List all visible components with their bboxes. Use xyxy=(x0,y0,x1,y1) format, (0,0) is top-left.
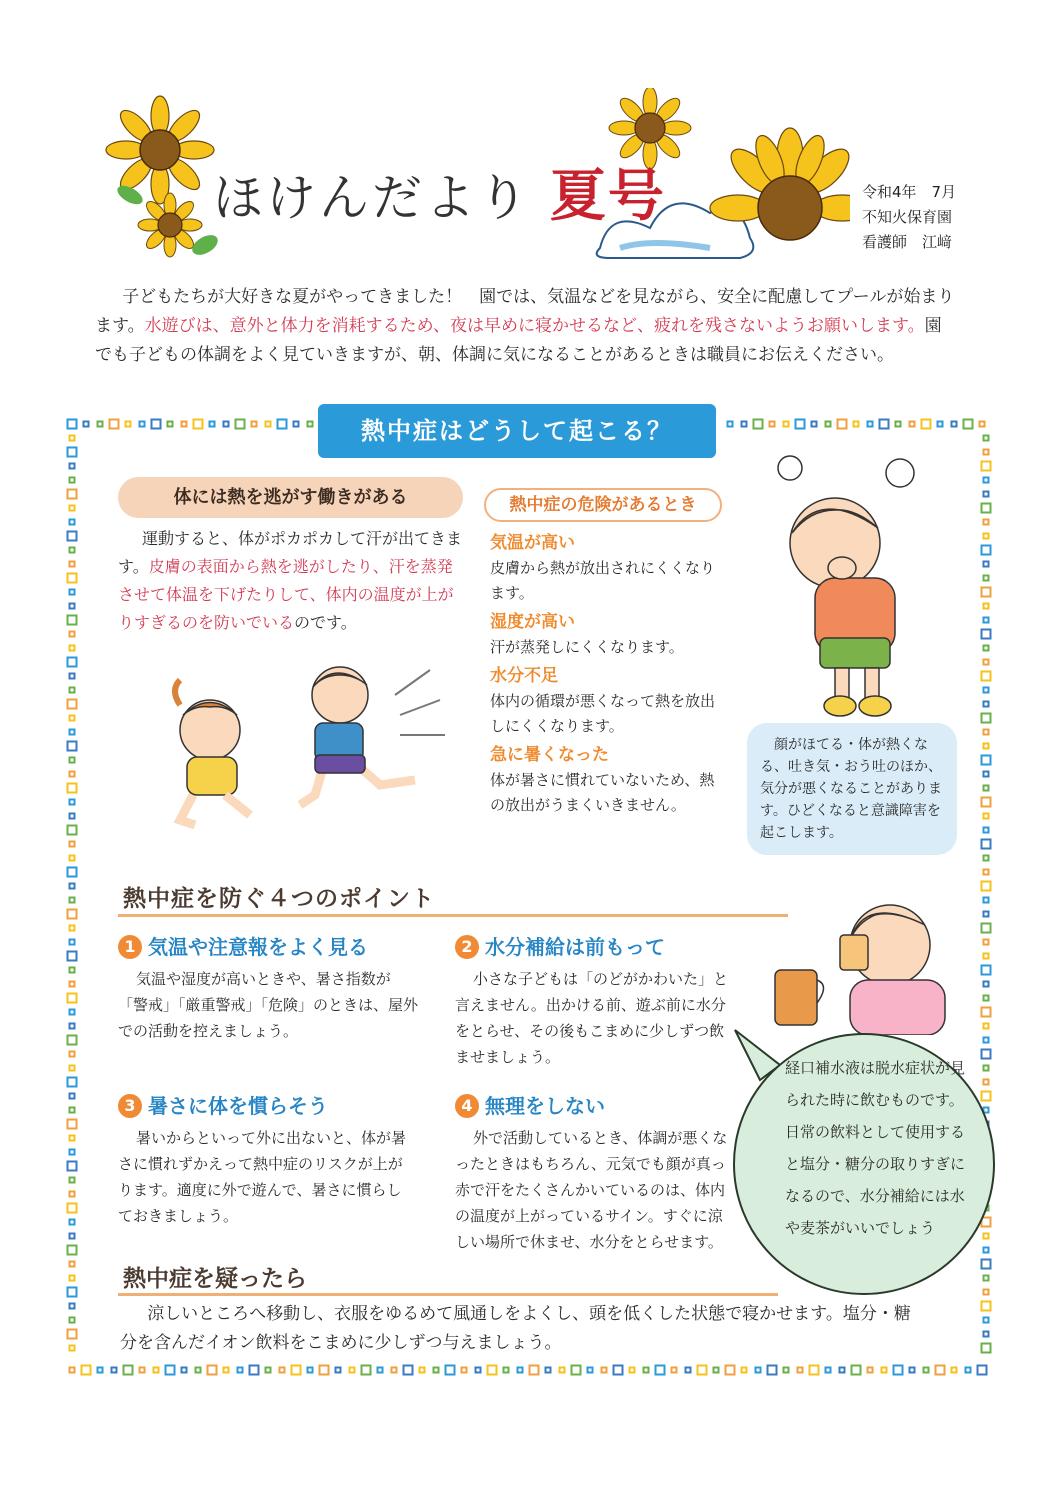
suspect-heading: 熱中症を疑ったら xyxy=(123,1266,307,1292)
frame-dot xyxy=(70,1094,75,1099)
frame-dot xyxy=(168,422,173,427)
frame-dot xyxy=(984,1066,989,1071)
frame-dot xyxy=(280,1368,285,1373)
danger-list xyxy=(490,527,728,818)
frame-dot xyxy=(518,1368,523,1373)
frame-dot xyxy=(68,700,77,709)
frame-dot xyxy=(70,884,75,889)
frame-dot xyxy=(656,1366,665,1375)
frame-dot xyxy=(984,1290,989,1295)
frame-dot xyxy=(362,1366,371,1375)
frame-dot xyxy=(984,828,989,833)
frame-dot xyxy=(868,1368,873,1373)
frame-dot xyxy=(70,632,75,637)
frame-dot xyxy=(984,436,989,441)
frame-dot xyxy=(882,1368,887,1373)
frame-dot xyxy=(68,1036,77,1045)
frame-dot xyxy=(250,1366,259,1375)
frame-dot xyxy=(68,1162,77,1171)
frame-dot xyxy=(68,658,77,667)
frame-dot xyxy=(68,826,77,835)
frame-dot xyxy=(68,742,77,751)
section-banner: 熱中症はどうして起こる？ xyxy=(318,404,716,458)
frame-dot xyxy=(462,1368,467,1373)
frame-dot xyxy=(70,1234,75,1239)
frame-dot xyxy=(982,1092,991,1101)
frame-dot xyxy=(68,616,77,625)
frame-dot xyxy=(236,420,245,429)
newsletter-title xyxy=(213,152,666,232)
frame-dot xyxy=(602,1368,607,1373)
frame-dot xyxy=(984,1024,989,1029)
frame-dot xyxy=(984,450,989,455)
frame-dot xyxy=(70,1304,75,1309)
cause-text-1: 運動すると、体がポカポカして汗が出てきます。 xyxy=(118,529,463,576)
point-title xyxy=(118,1090,408,1119)
frame-dot xyxy=(446,1366,455,1375)
frame-dot xyxy=(784,1368,789,1373)
frame-dot xyxy=(984,940,989,945)
frame-dot xyxy=(68,420,77,429)
bubble-text: 経口補水液は脱水症状が見られた時に飲むものです。日常の飲料として使用すると塩分・糖分の取りすぎになるので、水分補給には水や麦茶がいいでしょう xyxy=(785,1059,966,1237)
prevention-underline xyxy=(118,914,788,917)
danger-text: 皮膚から熱が放出されにくくなります。 xyxy=(490,559,716,602)
frame-dot xyxy=(984,1038,989,1043)
issue-date: 令和4年 7月 xyxy=(862,183,957,201)
frame-dot xyxy=(182,1368,187,1373)
frame-dot xyxy=(68,910,77,919)
frame-dot xyxy=(982,1302,991,1311)
frame-dot xyxy=(68,952,77,961)
frame-dot xyxy=(68,574,77,583)
frame-dot xyxy=(984,1248,989,1253)
frame-dot xyxy=(982,1344,991,1353)
frame-dot xyxy=(68,490,77,499)
frame-dot xyxy=(984,898,989,903)
frame-dot xyxy=(70,1318,75,1323)
frame-dot xyxy=(910,1368,915,1373)
frame-dot xyxy=(166,1366,175,1375)
frame-dot xyxy=(984,562,989,567)
frame-dot xyxy=(784,422,789,427)
frame-dot xyxy=(910,422,915,427)
frame-dot xyxy=(266,1368,271,1373)
frame-dot xyxy=(984,618,989,623)
issue-meta xyxy=(862,180,956,255)
frame-dot xyxy=(420,1368,425,1373)
frame-dot xyxy=(224,1368,229,1373)
frame-dot xyxy=(434,1368,439,1373)
frame-dot xyxy=(238,1368,243,1373)
frame-dot xyxy=(140,1368,145,1373)
frame-dot xyxy=(70,1136,75,1141)
frame-dot xyxy=(644,1368,649,1373)
frame-dot xyxy=(70,562,75,567)
frame-dot xyxy=(982,462,991,471)
frame-dot xyxy=(404,1366,413,1375)
frame-dot xyxy=(984,730,989,735)
frame-dot xyxy=(826,1368,831,1373)
point-number: 3 xyxy=(118,1094,142,1118)
frame-dot xyxy=(984,814,989,819)
frame-dot xyxy=(68,1204,77,1213)
frame-dot xyxy=(140,422,145,427)
frame-dot xyxy=(68,448,77,457)
frame-dot xyxy=(70,772,75,777)
frame-dot xyxy=(984,1318,989,1323)
frame-dot xyxy=(984,1234,989,1239)
frame-dot xyxy=(982,588,991,597)
frame-dot xyxy=(952,422,957,427)
frame-dot xyxy=(70,814,75,819)
frame-dot xyxy=(982,546,991,555)
frame-dot xyxy=(196,1368,201,1373)
cause-text-3: のです。 xyxy=(294,613,357,632)
point-body: 外で活動しているとき、体調が悪くなったときはもちろん、元気でも顔が真っ赤で汗をたくさんかいているのは、体内の温度が上がっているサイン。すぐに涼しい場所で休ませ、水分をとらせます。 xyxy=(455,1129,728,1251)
danger-text: 汗が蒸発しにくくなります。 xyxy=(490,638,684,656)
frame-dot xyxy=(70,1178,75,1183)
frame-dot xyxy=(68,1120,77,1129)
frame-dot xyxy=(488,1366,497,1375)
frame-dot xyxy=(810,1366,819,1375)
frame-dot xyxy=(278,420,287,429)
frame-dot xyxy=(70,982,75,987)
frame-dot xyxy=(742,422,747,427)
frame-dot xyxy=(896,422,901,427)
frame-dot xyxy=(70,590,75,595)
frame-dot xyxy=(70,1024,75,1029)
frame-dot xyxy=(68,784,77,793)
frame-dot xyxy=(980,422,985,427)
frame-dot xyxy=(672,1368,677,1373)
frame-dot xyxy=(112,1368,117,1373)
frame-dot xyxy=(68,1330,77,1339)
frame-dot xyxy=(350,1368,355,1373)
frame-dot xyxy=(982,882,991,891)
point-title-text: 無理をしない xyxy=(485,1094,605,1118)
suspect-underline xyxy=(118,1293,778,1296)
frame-dot xyxy=(292,1366,301,1375)
point-number: 4 xyxy=(455,1094,479,1118)
frame-dot xyxy=(698,1366,707,1375)
frame-dot xyxy=(70,898,75,903)
frame-dot xyxy=(70,1220,75,1225)
frame-dot xyxy=(728,422,733,427)
frame-dot xyxy=(194,420,203,429)
frame-dot xyxy=(70,520,75,525)
frame-dot xyxy=(378,1368,383,1373)
frame-dot xyxy=(70,548,75,553)
frame-dot xyxy=(894,1366,903,1375)
title-main-text: ほけんだより xyxy=(213,169,531,227)
frame-dot xyxy=(70,856,75,861)
frame-dot xyxy=(984,534,989,539)
frame-dot xyxy=(252,422,257,427)
frame-dot xyxy=(982,840,991,849)
point-body: 暑いからといって外に出ないと、体が暑さに慣れずかえって熱中症のリスクが上がります。適度に外で遊んで、暑さに慣らしておきましょう。 xyxy=(118,1129,407,1225)
frame-dot xyxy=(966,1368,971,1373)
title-season: 夏号 xyxy=(549,164,666,229)
prevention-point xyxy=(455,1090,737,1255)
frame-dot xyxy=(182,422,187,427)
frame-dot xyxy=(770,422,775,427)
danger-heading: 湿度が高い xyxy=(490,612,575,632)
frame-dot xyxy=(126,422,131,427)
frame-dot xyxy=(70,1108,75,1113)
frame-dot xyxy=(98,1368,103,1373)
cause-body xyxy=(118,525,463,637)
frame-dot xyxy=(70,688,75,693)
danger-text: 体内の循環が悪くなって熱を放出しにくくなります。 xyxy=(490,692,716,735)
frame-dot xyxy=(984,688,989,693)
frame-dot xyxy=(984,912,989,917)
frame-dot xyxy=(984,1080,989,1085)
frame-dot xyxy=(84,422,89,427)
frame-dot xyxy=(952,1368,957,1373)
danger-heading: 気温が高い xyxy=(490,533,575,553)
frame-dot xyxy=(308,1368,313,1373)
running-children-illustration xyxy=(125,655,455,835)
frame-dot xyxy=(982,504,991,513)
frame-dot xyxy=(984,744,989,749)
frame-dot xyxy=(152,420,161,429)
frame-dot xyxy=(984,576,989,581)
frame-dot xyxy=(70,1192,75,1197)
frame-dot xyxy=(68,532,77,541)
frame-dot xyxy=(70,478,75,483)
intro-text-highlight: 水遊びは、意外と体力を消耗するため、夜は早めに寝かせるなど、疲れを残さないようお願いします。 xyxy=(144,316,925,336)
frame-dot xyxy=(840,1368,845,1373)
frame-dot xyxy=(98,422,103,427)
issue-author: 看護師 江﨑 xyxy=(862,233,953,251)
point-number: 2 xyxy=(455,935,479,959)
frame-dot xyxy=(984,772,989,777)
point-title-text: 気温や注意報をよく見る xyxy=(148,935,368,959)
sick-child-illustration xyxy=(760,448,950,733)
frame-dot xyxy=(984,660,989,665)
frame-dot xyxy=(68,1246,77,1255)
frame-dot xyxy=(880,420,889,429)
frame-dot xyxy=(838,420,847,429)
frame-dot xyxy=(572,1366,581,1375)
frame-dot xyxy=(984,478,989,483)
frame-dot xyxy=(70,436,75,441)
frame-dot xyxy=(614,1366,623,1375)
prevention-point xyxy=(455,931,737,1070)
frame-dot xyxy=(266,422,271,427)
frame-dot xyxy=(70,674,75,679)
cause-text-highlight: 皮膚の表面から熱を逃がしたり、汗を蒸発させて体温を下げたりして、体内の温度が上がりすぎるのを防いでいる xyxy=(118,557,454,632)
frame-dot xyxy=(798,1368,803,1373)
danger-title: 熱中症の危険があるとき xyxy=(484,488,722,522)
frame-dot xyxy=(504,1368,509,1373)
frame-dot xyxy=(70,464,75,469)
frame-dot xyxy=(984,492,989,497)
frame-dot xyxy=(588,1368,593,1373)
frame-dot xyxy=(82,1366,91,1375)
frame-dot xyxy=(922,420,931,429)
intro-paragraph xyxy=(95,283,955,370)
frame-dot xyxy=(982,756,991,765)
frame-dot xyxy=(982,798,991,807)
frame-dot xyxy=(70,926,75,931)
frame-dot xyxy=(984,856,989,861)
frame-dot xyxy=(984,1332,989,1337)
frame-dot xyxy=(68,994,77,1003)
point-title xyxy=(455,931,737,960)
frame-dot xyxy=(70,604,75,609)
frame-dot xyxy=(336,1368,341,1373)
frame-dot xyxy=(854,422,859,427)
intro-text-3: 園でも子どもの体調をよく見ていきますが、朝、体調に気になることがあるときは職員にお伝えください。 xyxy=(95,316,942,365)
symptoms-text: 顔がほてる・体が熱くなる、吐き気・おう吐のほか、気分が悪くなることがあります。ひどくなると意識障害を起こします。 xyxy=(760,737,942,841)
frame-dot xyxy=(768,1366,777,1375)
frame-dot xyxy=(208,1366,217,1375)
point-number: 1 xyxy=(118,935,142,959)
point-body: 小さな子どもは「のどがかわいた」と言えません。出かける前、遊ぶ前に水分をとらせ、その後もこまめに少しずつ飲ませましょう。 xyxy=(455,970,729,1066)
frame-dot xyxy=(984,1276,989,1281)
frame-dot xyxy=(70,730,75,735)
intro-text-1: 子どもたちが大好きな夏がやってきました！ 園では、気温などを見ながら、安全に配慮してプールが始まります。 xyxy=(95,287,955,336)
frame-dot xyxy=(924,1368,929,1373)
frame-dot xyxy=(686,1368,691,1373)
danger-heading: 水分不足 xyxy=(490,666,558,686)
frame-dot xyxy=(70,1066,75,1071)
frame-dot xyxy=(982,714,991,723)
frame-dot xyxy=(938,422,943,427)
point-title xyxy=(118,931,418,960)
frame-dot xyxy=(124,1366,133,1375)
frame-dot xyxy=(756,1368,761,1373)
danger-text: 体が暑さに慣れていないため、熱の放出がうまくいきません。 xyxy=(490,771,715,814)
frame-dot xyxy=(70,1010,75,1015)
frame-dot xyxy=(982,1050,991,1059)
frame-dot xyxy=(70,1346,75,1351)
frame-dot xyxy=(68,1288,77,1297)
frame-dot xyxy=(70,1276,75,1281)
point-title-text: 暑さに体を慣らそう xyxy=(148,1094,328,1118)
frame-dot xyxy=(70,1368,75,1373)
frame-dot xyxy=(70,1052,75,1057)
frame-dot xyxy=(982,1008,991,1017)
prevention-heading: 熱中症を防ぐ４つのポイント xyxy=(123,886,435,912)
frame-dot xyxy=(812,422,817,427)
frame-dot xyxy=(984,870,989,875)
frame-dot xyxy=(70,1150,75,1155)
frame-dot xyxy=(742,1368,747,1373)
suspect-body: 涼しいところへ移動し、衣服をゆるめて風通しをよくし、頭を低くした状態で寝かせます。塩分・糖分を含んだイオン飲料をこまめに少しずつ与えましょう。 xyxy=(120,1304,911,1353)
frame-dot xyxy=(70,758,75,763)
frame-dot xyxy=(726,1366,735,1375)
cause-subtitle: 体には熱を逃がす働きがある xyxy=(118,477,463,518)
frame-dot xyxy=(984,646,989,651)
prevention-point xyxy=(118,1090,408,1229)
frame-dot xyxy=(530,1366,539,1375)
frame-dot xyxy=(630,1368,635,1373)
frame-dot xyxy=(70,968,75,973)
frame-dot xyxy=(294,422,299,427)
frame-dot xyxy=(224,422,229,427)
frame-dot xyxy=(982,630,991,639)
frame-dot xyxy=(392,1368,397,1373)
frame-dot xyxy=(982,672,991,681)
frame-dot xyxy=(984,954,989,959)
frame-dot xyxy=(70,842,75,847)
frame-dot xyxy=(70,800,75,805)
frame-dot xyxy=(70,506,75,511)
drinking-child-illustration xyxy=(765,885,965,1035)
sunflower-left-illustration xyxy=(100,95,230,265)
frame-dot xyxy=(984,604,989,609)
frame-dot xyxy=(70,1262,75,1267)
frame-dot xyxy=(68,868,77,877)
frame-dot xyxy=(978,1366,987,1375)
frame-dot xyxy=(70,940,75,945)
frame-dot xyxy=(754,420,763,429)
frame-dot xyxy=(984,996,989,1001)
frame-dot xyxy=(852,1366,861,1375)
frame-dot xyxy=(154,1368,159,1373)
frame-dot xyxy=(546,1368,551,1373)
frame-dot xyxy=(796,420,805,429)
frame-dot xyxy=(308,422,313,427)
frame-dot xyxy=(320,1366,329,1375)
point-body: 気温や湿度が高いときや、暑さ指数が「警戒」「厳重警戒」「危険」のときは、屋外での活動を控えましょう。 xyxy=(118,970,419,1040)
point-title-text: 水分補給は前もって xyxy=(485,935,665,959)
frame-dot xyxy=(982,1260,991,1269)
danger-heading: 急に暑くなった xyxy=(490,745,609,765)
frame-dot xyxy=(70,716,75,721)
frame-dot xyxy=(936,1366,945,1375)
frame-dot xyxy=(984,520,989,525)
frame-dot xyxy=(984,702,989,707)
prevention-point xyxy=(118,931,418,1044)
point-title xyxy=(455,1090,737,1119)
frame-dot xyxy=(868,422,873,427)
issue-org: 不知火保育園 xyxy=(862,208,953,226)
frame-dot xyxy=(210,422,215,427)
frame-dot xyxy=(826,422,831,427)
frame-dot xyxy=(560,1368,565,1373)
frame-dot xyxy=(68,1078,77,1087)
frame-dot xyxy=(984,786,989,791)
frame-dot xyxy=(984,982,989,987)
frame-dot xyxy=(714,1368,719,1373)
frame-dot xyxy=(982,924,991,933)
frame-dot xyxy=(982,966,991,975)
frame-dot xyxy=(110,420,119,429)
frame-dot xyxy=(964,420,973,429)
frame-dot xyxy=(476,1368,481,1373)
frame-dot xyxy=(70,646,75,651)
